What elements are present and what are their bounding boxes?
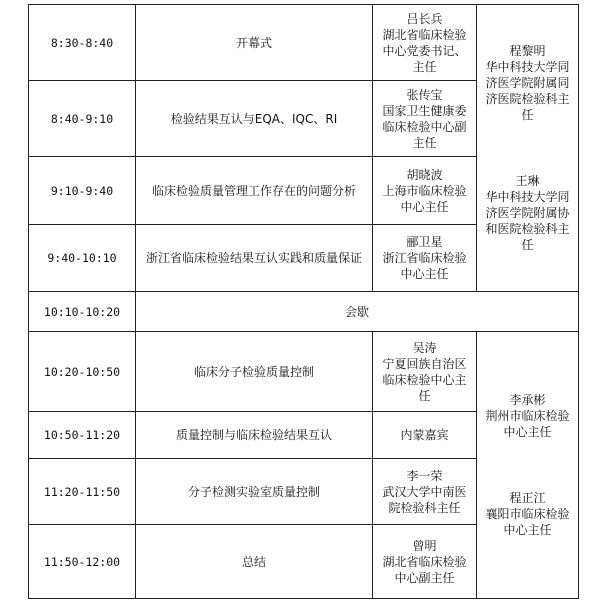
speaker-cell: 郦卫星 浙江省临床检验 中心主任 xyxy=(373,225,477,292)
topic-cell: 分子检测实验室质量控制 xyxy=(136,459,373,525)
chair-name: 李承彬 荆州市临床检验 中心主任 xyxy=(485,393,570,439)
table-row-break xyxy=(29,292,579,332)
topic-cell: 开幕式 xyxy=(136,5,373,81)
chair-spacer xyxy=(481,139,574,157)
speaker-cell: 胡晓波 上海市临床检验 中心主任 xyxy=(373,157,477,225)
topic-cell: 浙江省临床检验结果互认实践和质量保证 xyxy=(136,225,373,292)
speaker-cell: 张传宝 国家卫生健康委 临床检验中心副 主任 xyxy=(373,81,477,157)
chair-name: 王琳 华中科技大学同 济医学院附属协 和医院检验科主 任 xyxy=(485,174,570,252)
chair-cell xyxy=(477,332,579,599)
schedule-table xyxy=(28,4,579,599)
topic-cell: 检验结果互认与EQA、IQC、RI xyxy=(136,81,373,157)
time-cell: 10:50-11:20 xyxy=(29,412,136,459)
speaker-cell: 李一荣 武汉大学中南医 院检验科主任 xyxy=(373,459,477,525)
chair-cell xyxy=(477,5,579,292)
time-cell: 10:20-10:50 xyxy=(29,332,136,412)
speaker-cell: 曾明 湖北省临床检验 中心副主任 xyxy=(373,525,477,599)
speaker-cell: 吴涛 宁夏回族自治区 临床检验中心主 任 xyxy=(373,332,477,412)
topic-cell: 总结 xyxy=(136,525,373,599)
topic-cell: 临床检验质量管理工作存在的问题分析 xyxy=(136,157,373,225)
table-row xyxy=(29,332,579,412)
time-cell: 11:20-11:50 xyxy=(29,459,136,525)
chair-name: 程正江 襄阳市临床检验 中心主任 xyxy=(485,491,570,537)
chair-name: 程黎明 华中科技大学同 济医学院附属同 济医院检验科主 任 xyxy=(485,44,570,122)
time-cell: 8:40-9:10 xyxy=(29,81,136,157)
chair-spacer xyxy=(481,456,574,474)
time-cell: 9:10-9:40 xyxy=(29,157,136,225)
topic-cell: 临床分子检验质量控制 xyxy=(136,332,373,412)
time-cell: 10:10-10:20 xyxy=(29,292,136,332)
break-cell: 会歇 xyxy=(136,292,579,332)
topic-cell: 质量控制与临床检验结果互认 xyxy=(136,412,373,459)
table-row xyxy=(29,5,579,81)
speaker-cell: 内蒙嘉宾 xyxy=(373,412,477,459)
speaker-cell: 吕长兵 湖北省临床检验 中心党委书记、 主任 xyxy=(373,5,477,81)
time-cell: 9:40-10:10 xyxy=(29,225,136,292)
time-cell: 11:50-12:00 xyxy=(29,525,136,599)
time-cell: 8:30-8:40 xyxy=(29,5,136,81)
